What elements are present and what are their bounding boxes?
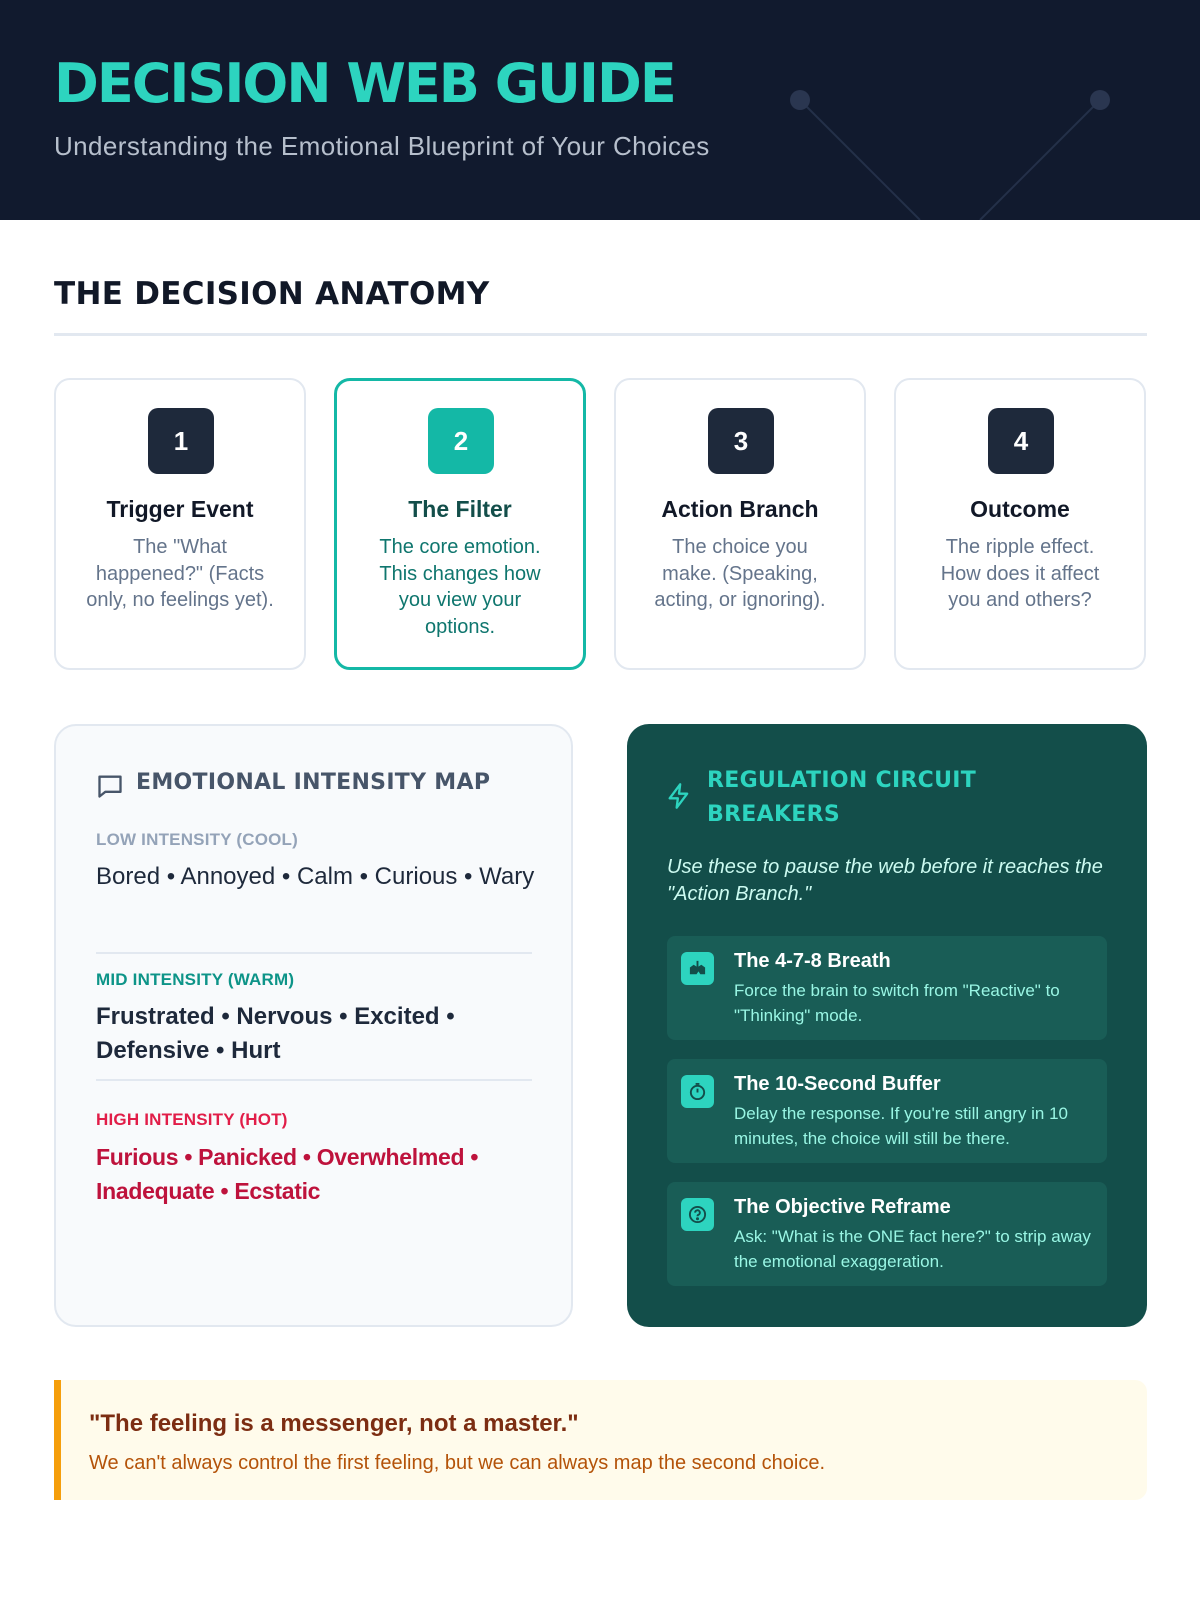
level-divider — [96, 952, 532, 954]
breaker-description: Ask: "What is the ONE fact here?" to strip away the emotional exaggeration. — [734, 1227, 1091, 1271]
page-subtitle: Understanding the Emotional Blueprint of Your Choices — [54, 131, 710, 161]
breaker-description: Delay the response. If you're still angry in 10 minutes, the choice will still be there. — [734, 1104, 1068, 1148]
breaker-title: The 4-7-8 Breath — [734, 950, 891, 972]
section-title-anatomy: THE DECISION ANATOMY — [54, 276, 490, 312]
step-number-badge: 2 — [428, 408, 494, 474]
low-intensity-label: LOW INTENSITY (COOL) — [96, 830, 299, 849]
step-title: Outcome — [970, 496, 1070, 522]
step-description: The core emotion. This changes how you view your options. — [379, 536, 541, 638]
quote-text: "The feeling is a messenger, not a master." — [89, 1410, 579, 1437]
emotional-intensity-map — [54, 724, 573, 1327]
step-description: The ripple effect. How does it affect you and others? — [940, 536, 1100, 611]
step-number-badge: 4 — [988, 408, 1054, 474]
breaker-item-breath — [667, 936, 1107, 1040]
breaker-title: The 10-Second Buffer — [734, 1073, 941, 1095]
speech-bubble-icon — [96, 772, 124, 800]
step-card-trigger-event — [54, 378, 306, 670]
circuit-breakers-title: REGULATION CIRCUIT BREAKERS — [707, 768, 977, 827]
high-intensity-words: Furious • Panicked • Overwhelmed • Inadequate • Ecstatic — [96, 1144, 479, 1204]
quote-callout — [54, 1380, 1147, 1500]
lungs-icon — [681, 952, 714, 985]
step-title: Action Branch — [661, 496, 819, 522]
page-title: DECISION WEB GUIDE — [54, 52, 675, 115]
low-intensity-words: Bored • Annoyed • Calm • Curious • Wary — [96, 863, 535, 890]
breaker-description: Force the brain to switch from "Reactive" to "Thinking" mode. — [734, 981, 1060, 1025]
level-divider — [96, 1079, 532, 1081]
mid-intensity-words: Frustrated • Nervous • Excited • Defensive • Hurt — [96, 1003, 455, 1064]
step-title: Trigger Event — [106, 496, 254, 522]
quote-subtext: We can't always control the first feeling, but we can always map the second choice. — [89, 1452, 826, 1474]
step-card-action-branch — [614, 378, 866, 670]
step-description: The "What happened?" (Facts only, no feelings yet). — [86, 536, 274, 611]
circuit-breakers-intro: Use these to pause the web before it reaches the "Action Branch." — [667, 856, 1103, 905]
question-circle-icon — [681, 1198, 714, 1231]
mid-intensity-label: MID INTENSITY (WARM) — [96, 970, 295, 989]
step-number-badge: 1 — [148, 408, 214, 474]
intensity-map-title: EMOTIONAL INTENSITY MAP — [136, 770, 491, 795]
step-card-the-filter — [334, 378, 586, 670]
stopwatch-icon — [681, 1075, 714, 1108]
step-number-badge: 3 — [708, 408, 774, 474]
step-description: The choice you make. (Speaking, acting, or ignoring). — [654, 536, 826, 611]
breaker-title: The Objective Reframe — [734, 1196, 951, 1218]
step-title: The Filter — [408, 496, 512, 522]
section-divider — [54, 333, 1147, 336]
breaker-item-reframe — [667, 1182, 1107, 1286]
breaker-item-buffer — [667, 1059, 1107, 1163]
lightning-icon — [665, 782, 693, 810]
page-header — [0, 0, 1200, 220]
step-card-outcome — [894, 378, 1146, 670]
high-intensity-label: HIGH INTENSITY (HOT) — [96, 1110, 288, 1129]
regulation-circuit-breakers — [627, 724, 1147, 1327]
